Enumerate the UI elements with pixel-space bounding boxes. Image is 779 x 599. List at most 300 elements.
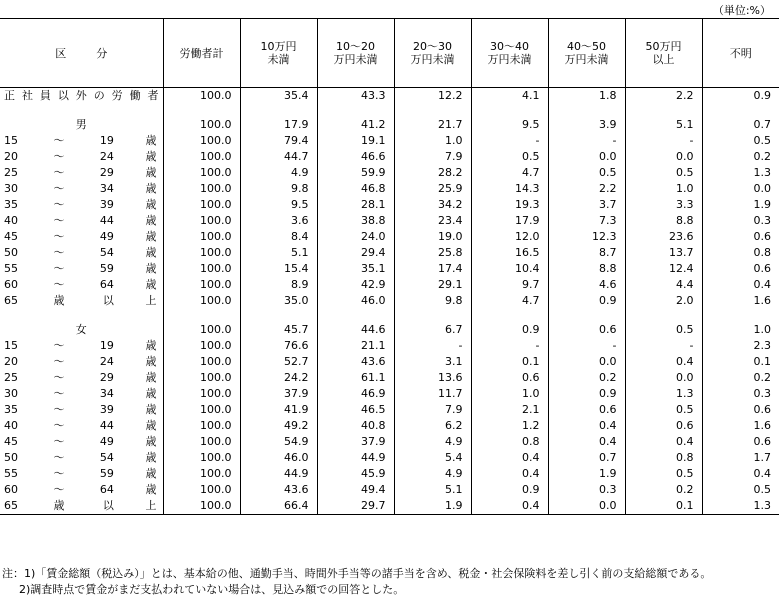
age-label-part: 49 <box>99 435 114 448</box>
header-column: 不明 <box>702 19 779 88</box>
value-cell: 0.4 <box>753 467 771 480</box>
age-label <box>0 370 163 386</box>
value-cell: 0.7 <box>548 450 625 466</box>
age-label-part: 64 <box>99 278 114 291</box>
value-cell: 0.9 <box>471 322 548 338</box>
age-label <box>0 450 163 466</box>
age-label-part: 24 <box>99 355 114 368</box>
value-cell: 35.0 <box>240 293 317 309</box>
value-cell: - <box>625 133 702 149</box>
row-label-char: 外 <box>75 89 87 102</box>
age-label <box>0 277 163 293</box>
age-label <box>0 354 163 370</box>
sex-label: 女 <box>75 323 87 336</box>
value-cell: 1.6 <box>753 419 771 432</box>
value-cell: 100.0 <box>163 402 240 418</box>
header-column: 50万円 以上 <box>625 19 702 88</box>
age-label-part: 歳 <box>145 467 157 480</box>
value-cell: 100.0 <box>163 229 240 245</box>
table-row <box>0 338 779 354</box>
value-cell: 4.7 <box>471 165 548 181</box>
age-label-part: ～ <box>53 182 65 195</box>
value-cell: 100.0 <box>163 213 240 229</box>
table-row-male-total <box>0 117 779 133</box>
value-cell: 0.4 <box>471 466 548 482</box>
age-label <box>0 229 163 245</box>
spacer-cell <box>163 309 240 322</box>
age-label-part: 60 <box>4 483 18 496</box>
value-cell: 5.4 <box>394 450 471 466</box>
value-cell: 23.6 <box>625 229 702 245</box>
unit-label: （単位:%） <box>712 4 771 17</box>
value-cell: 100.0 <box>163 149 240 165</box>
value-cell: 9.8 <box>394 293 471 309</box>
spacer-cell <box>625 104 702 117</box>
value-cell: 100.0 <box>163 482 240 498</box>
value-cell: 4.9 <box>394 466 471 482</box>
value-cell: 59.9 <box>317 165 394 181</box>
row-label-char: 正 <box>4 89 15 102</box>
age-label-part: 50 <box>4 451 18 464</box>
value-cell: 2.2 <box>548 181 625 197</box>
value-cell: 5.1 <box>394 482 471 498</box>
age-label-part: 54 <box>99 246 114 259</box>
value-cell: 1.8 <box>548 88 625 105</box>
age-label-part: 19 <box>99 134 114 147</box>
value-cell: 1.2 <box>471 418 548 434</box>
age-label-part: 64 <box>99 483 114 496</box>
value-cell: 0.5 <box>548 165 625 181</box>
spacer-cell <box>471 309 548 322</box>
age-label-part: 59 <box>99 467 114 480</box>
value-cell: 44.7 <box>240 149 317 165</box>
age-label <box>0 181 163 197</box>
row-label <box>0 322 163 338</box>
value-cell: 100.0 <box>163 133 240 149</box>
age-label-part: 39 <box>99 198 114 211</box>
value-cell: 40.8 <box>317 418 394 434</box>
value-cell: 1.6 <box>753 294 771 307</box>
age-label-part: 歳 <box>145 483 157 496</box>
value-cell: 0.4 <box>548 418 625 434</box>
value-cell: - <box>548 338 625 354</box>
age-label-part: ～ <box>53 246 65 259</box>
value-cell: 46.0 <box>317 293 394 309</box>
value-cell: 0.4 <box>625 434 702 450</box>
value-cell: 52.7 <box>240 354 317 370</box>
age-label-part: ～ <box>53 483 65 496</box>
value-cell: 0.4 <box>471 450 548 466</box>
age-label-part: 45 <box>4 230 18 243</box>
age-label-part: ～ <box>53 467 65 480</box>
value-cell: 1.3 <box>753 166 771 179</box>
value-cell: - <box>548 133 625 149</box>
age-label <box>0 466 163 482</box>
value-cell: 1.0 <box>471 386 548 402</box>
value-cell: 100.0 <box>163 181 240 197</box>
value-cell: 49.4 <box>317 482 394 498</box>
value-cell: 42.9 <box>317 277 394 293</box>
value-cell: 7.9 <box>394 402 471 418</box>
value-cell: 9.8 <box>240 181 317 197</box>
value-cell: - <box>394 338 471 354</box>
spacer-cell <box>394 104 471 117</box>
value-cell: 100.0 <box>163 450 240 466</box>
age-label-part: 歳 <box>53 294 65 307</box>
age-label <box>0 293 163 309</box>
value-cell: 4.4 <box>625 277 702 293</box>
value-cell: 12.2 <box>394 88 471 105</box>
age-label-part: ～ <box>53 230 65 243</box>
value-cell: 0.5 <box>625 466 702 482</box>
spacer-cell <box>240 309 317 322</box>
age-label <box>0 338 163 354</box>
value-cell: - <box>471 133 548 149</box>
header-column: 20～30 万円未満 <box>394 19 471 88</box>
value-cell: 5.1 <box>625 117 702 133</box>
value-cell: 100.0 <box>163 277 240 293</box>
age-label-part: ～ <box>53 166 65 179</box>
value-cell: 2.0 <box>625 293 702 309</box>
value-cell: 61.1 <box>317 370 394 386</box>
footnote-1: 注：1)「賃金総額（税込み）」とは、基本給の他、通勤手当、時間外手当等の諸手当を含め、税金・社会保険料を差し引く前の支給総額である。 <box>2 567 712 580</box>
age-label-part: 歳 <box>145 387 157 400</box>
row-label <box>0 88 163 105</box>
spacer-cell <box>0 309 163 322</box>
age-label-part: 歳 <box>145 403 157 416</box>
value-cell: 4.9 <box>240 165 317 181</box>
value-cell: 0.6 <box>548 322 625 338</box>
age-label-part: 歳 <box>145 198 157 211</box>
value-cell: 66.4 <box>240 498 317 515</box>
header-column: 10万円 未満 <box>240 19 317 88</box>
value-cell: 24.2 <box>240 370 317 386</box>
value-cell: 4.9 <box>394 434 471 450</box>
age-label-part: 35 <box>4 198 18 211</box>
value-cell: 100.0 <box>163 338 240 354</box>
table-row <box>0 498 779 515</box>
value-cell: 29.1 <box>394 277 471 293</box>
value-cell: 1.3 <box>702 498 779 515</box>
value-cell: 9.7 <box>471 277 548 293</box>
value-cell: 15.4 <box>240 261 317 277</box>
value-cell: 0.4 <box>471 498 548 515</box>
value-cell: 19.0 <box>394 229 471 245</box>
age-label <box>0 261 163 277</box>
spacer-cell <box>240 104 317 117</box>
value-cell: 44.9 <box>240 466 317 482</box>
value-cell: 0.6 <box>548 402 625 418</box>
value-cell: 0.6 <box>471 370 548 386</box>
value-cell: 13.6 <box>394 370 471 386</box>
value-cell: 41.9 <box>240 402 317 418</box>
value-cell: 5.1 <box>240 245 317 261</box>
value-cell: 100.0 <box>163 418 240 434</box>
table-row <box>0 133 779 149</box>
value-cell: 25.9 <box>394 181 471 197</box>
value-cell: 0.8 <box>753 246 771 259</box>
header-category-char: 区 <box>55 46 67 60</box>
wage-distribution-table <box>0 18 779 515</box>
value-cell: 0.0 <box>548 354 625 370</box>
table-row <box>0 354 779 370</box>
value-cell: - <box>625 338 702 354</box>
value-cell: 34.2 <box>394 197 471 213</box>
value-cell: 35.1 <box>317 261 394 277</box>
age-label-part: 34 <box>99 182 114 195</box>
value-cell: 0.4 <box>753 278 771 291</box>
header-row <box>0 19 779 88</box>
age-label-part: 30 <box>4 182 18 195</box>
value-cell: 43.6 <box>317 354 394 370</box>
age-label <box>0 418 163 434</box>
value-cell: 2.2 <box>625 88 702 105</box>
value-cell: 54.9 <box>240 434 317 450</box>
age-label <box>0 498 163 515</box>
age-label <box>0 133 163 149</box>
value-cell: 29.7 <box>317 498 394 515</box>
age-label-part: 歳 <box>53 499 65 512</box>
age-label <box>0 213 163 229</box>
header-column: 30～40 万円未満 <box>471 19 548 88</box>
table-row <box>0 370 779 386</box>
table-row <box>0 418 779 434</box>
value-cell: 14.3 <box>471 181 548 197</box>
age-label-part: 44 <box>99 214 114 227</box>
header-column: 労働者計 <box>163 19 240 88</box>
value-cell: 0.1 <box>625 498 702 515</box>
table-row <box>0 402 779 418</box>
value-cell: 17.4 <box>394 261 471 277</box>
value-cell: 4.1 <box>471 88 548 105</box>
age-label-part: 歳 <box>145 451 157 464</box>
value-cell: 0.8 <box>471 434 548 450</box>
age-label-part: ～ <box>53 435 65 448</box>
age-label-part: 29 <box>99 166 114 179</box>
value-cell: 3.6 <box>240 213 317 229</box>
value-cell: 100.0 <box>163 88 240 105</box>
value-cell: 8.8 <box>548 261 625 277</box>
value-cell: 9.5 <box>240 197 317 213</box>
value-cell: 13.7 <box>625 245 702 261</box>
age-label-part: 歳 <box>145 214 157 227</box>
age-label <box>0 386 163 402</box>
value-cell: 0.9 <box>548 386 625 402</box>
value-cell: 12.3 <box>548 229 625 245</box>
value-cell: 8.4 <box>240 229 317 245</box>
value-cell: 0.5 <box>753 483 771 496</box>
age-label-part: ～ <box>53 371 65 384</box>
table-row <box>0 165 779 181</box>
age-label-part: 20 <box>4 150 18 163</box>
value-cell: 0.3 <box>753 214 771 227</box>
value-cell: 4.6 <box>548 277 625 293</box>
age-label-part: 54 <box>99 451 114 464</box>
value-cell: 7.9 <box>394 149 471 165</box>
value-cell: 29.4 <box>317 245 394 261</box>
value-cell: 1.9 <box>548 466 625 482</box>
value-cell: 46.0 <box>240 450 317 466</box>
table-row <box>0 181 779 197</box>
table-row <box>0 197 779 213</box>
value-cell: 100.0 <box>163 261 240 277</box>
age-label-part: ～ <box>53 214 65 227</box>
age-label-part: 19 <box>99 339 114 352</box>
value-cell: 100.0 <box>163 165 240 181</box>
value-cell: 76.6 <box>240 338 317 354</box>
value-cell: 6.7 <box>394 322 471 338</box>
footnote-2: 2)調査時点で賃金がまだ支払われていない場合は、見込み額での回答とした。 <box>19 583 405 596</box>
value-cell: 0.4 <box>548 434 625 450</box>
value-cell: 0.2 <box>753 150 771 163</box>
value-cell: 45.9 <box>317 466 394 482</box>
value-cell: 43.3 <box>317 88 394 105</box>
table-row <box>0 482 779 498</box>
age-label-part: ～ <box>53 355 65 368</box>
row-label-char: 働 <box>129 89 141 102</box>
spacer-cell <box>702 309 779 322</box>
value-cell: 37.9 <box>317 434 394 450</box>
row-label-char: 以 <box>57 89 69 102</box>
spacer-row <box>0 309 779 322</box>
age-label-part: 60 <box>4 278 18 291</box>
value-cell: 1.0 <box>753 323 771 336</box>
age-label-part: 歳 <box>145 339 157 352</box>
header-column: 40～50 万円未満 <box>548 19 625 88</box>
value-cell: 7.3 <box>548 213 625 229</box>
header-category <box>0 19 163 88</box>
value-cell: 0.5 <box>625 322 702 338</box>
value-cell: 0.0 <box>548 498 625 515</box>
value-cell: 0.3 <box>753 387 771 400</box>
table-row <box>0 261 779 277</box>
age-label-part: 15 <box>4 339 18 352</box>
table-body <box>0 88 779 515</box>
age-label <box>0 402 163 418</box>
value-cell: 19.1 <box>317 133 394 149</box>
value-cell: 0.9 <box>471 482 548 498</box>
value-cell: 100.0 <box>163 370 240 386</box>
value-cell: 0.6 <box>753 403 771 416</box>
age-label-part: 以 <box>102 294 114 307</box>
table-row-female-total <box>0 322 779 338</box>
value-cell: 41.2 <box>317 117 394 133</box>
spacer-cell <box>394 309 471 322</box>
age-label-part: ～ <box>53 198 65 211</box>
value-cell: 0.1 <box>753 355 771 368</box>
age-label-part: 59 <box>99 262 114 275</box>
spacer-cell <box>317 309 394 322</box>
table-row <box>0 293 779 309</box>
age-label <box>0 245 163 261</box>
value-cell: 4.7 <box>471 293 548 309</box>
value-cell: 0.9 <box>753 89 771 102</box>
value-cell: 0.1 <box>471 354 548 370</box>
value-cell: 46.9 <box>317 386 394 402</box>
value-cell: 0.0 <box>625 149 702 165</box>
age-label-part: ～ <box>53 134 65 147</box>
age-label-part: 上 <box>145 294 157 307</box>
value-cell: 0.7 <box>753 118 771 131</box>
row-label-char: 労 <box>111 89 123 102</box>
age-label <box>0 197 163 213</box>
row-label-char: の <box>93 89 105 102</box>
age-label-part: 55 <box>4 262 18 275</box>
value-cell: 24.0 <box>317 229 394 245</box>
value-cell: 9.5 <box>471 117 548 133</box>
table-row-total <box>0 88 779 105</box>
age-label-part: 25 <box>4 166 18 179</box>
value-cell: 100.0 <box>163 245 240 261</box>
table-row <box>0 213 779 229</box>
value-cell: 0.2 <box>548 370 625 386</box>
row-label <box>0 117 163 133</box>
value-cell: 100.0 <box>163 466 240 482</box>
value-cell: 46.6 <box>317 149 394 165</box>
age-label-part: 25 <box>4 371 18 384</box>
value-cell: 0.6 <box>753 262 771 275</box>
value-cell: 0.3 <box>548 482 625 498</box>
age-label-part: ～ <box>53 262 65 275</box>
value-cell: 1.0 <box>394 133 471 149</box>
age-label-part: 24 <box>99 150 114 163</box>
value-cell: 8.9 <box>240 277 317 293</box>
sex-label: 男 <box>75 118 87 131</box>
value-cell: 35.4 <box>240 88 317 105</box>
spacer-cell <box>625 309 702 322</box>
age-label-part: 40 <box>4 214 18 227</box>
value-cell: 49.2 <box>240 418 317 434</box>
table-row <box>0 386 779 402</box>
age-label-part: 34 <box>99 387 114 400</box>
age-label-part: 35 <box>4 403 18 416</box>
age-label-part: 歳 <box>145 419 157 432</box>
age-label-part: 20 <box>4 355 18 368</box>
value-cell: 6.2 <box>394 418 471 434</box>
value-cell: 0.5 <box>625 165 702 181</box>
spacer-cell <box>548 309 625 322</box>
table-row <box>0 450 779 466</box>
value-cell: 0.6 <box>753 230 771 243</box>
age-label-part: 以 <box>102 499 114 512</box>
age-label-part: 39 <box>99 403 114 416</box>
age-label-part: 65 <box>4 499 18 512</box>
value-cell: 12.4 <box>625 261 702 277</box>
value-cell: 1.9 <box>394 498 471 515</box>
age-label <box>0 149 163 165</box>
age-label-part: 49 <box>99 230 114 243</box>
age-label-part: 50 <box>4 246 18 259</box>
value-cell: 0.6 <box>753 435 771 448</box>
value-cell: 0.4 <box>625 354 702 370</box>
value-cell: 44.9 <box>317 450 394 466</box>
value-cell: 38.8 <box>317 213 394 229</box>
table-row <box>0 466 779 482</box>
value-cell: 23.4 <box>394 213 471 229</box>
value-cell: 17.9 <box>471 213 548 229</box>
value-cell: 100.0 <box>163 322 240 338</box>
value-cell: 0.5 <box>753 134 771 147</box>
value-cell: 0.2 <box>753 371 771 384</box>
age-label-part: 30 <box>4 387 18 400</box>
age-label-part: 歳 <box>145 435 157 448</box>
value-cell: 12.0 <box>471 229 548 245</box>
value-cell: 43.6 <box>240 482 317 498</box>
value-cell: 100.0 <box>163 386 240 402</box>
table-row <box>0 277 779 293</box>
age-label-part: 45 <box>4 435 18 448</box>
table-row <box>0 229 779 245</box>
